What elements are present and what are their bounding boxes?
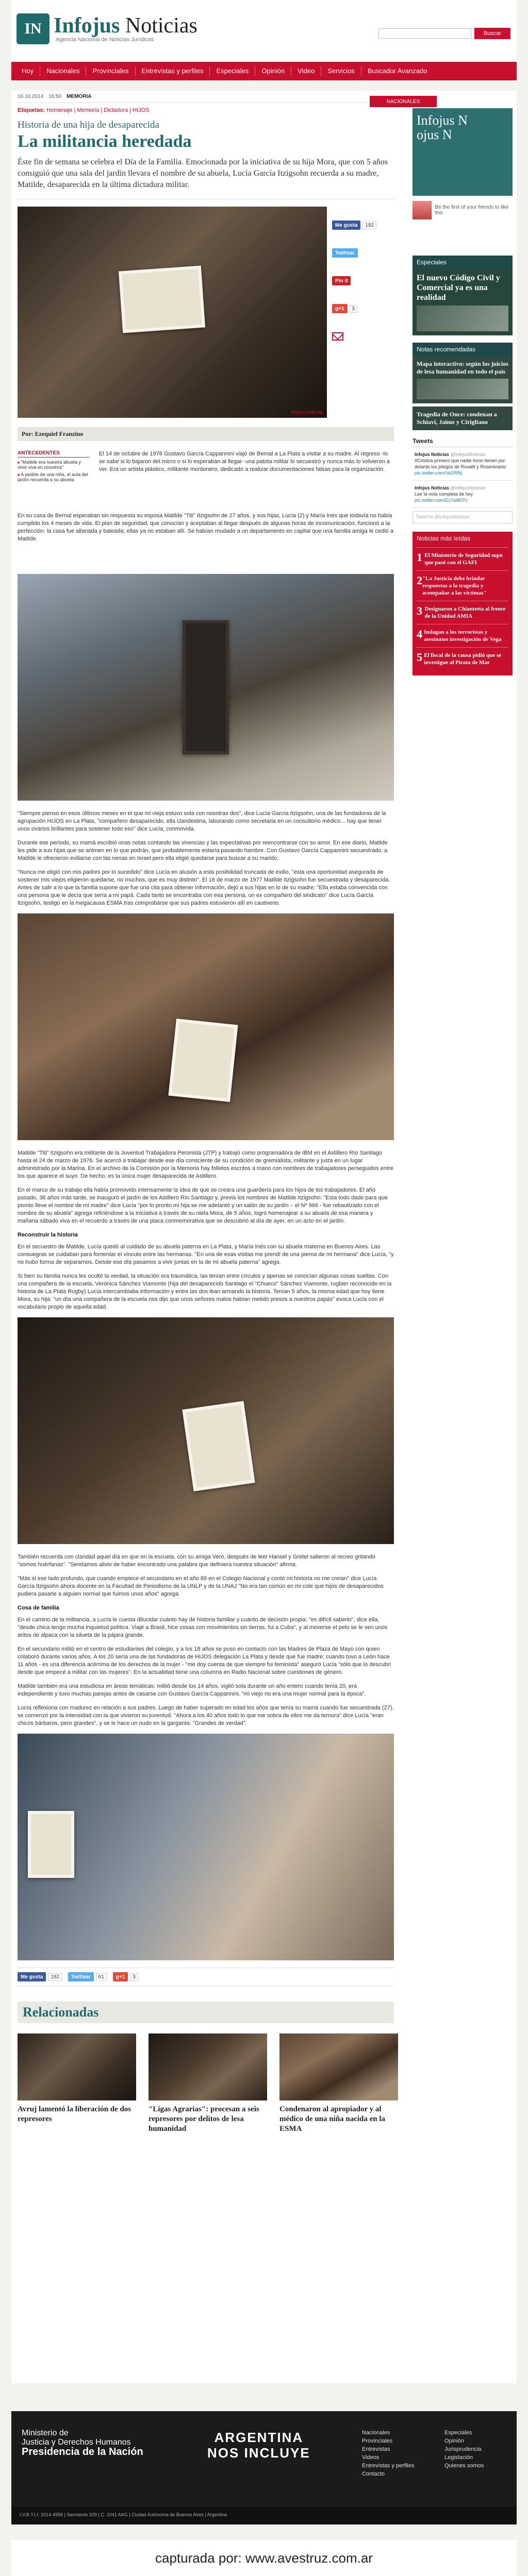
search-bar: [378, 28, 510, 39]
antecedentes-box: [18, 450, 90, 484]
most-read-number: 3: [417, 604, 422, 617]
article-lead: Éste fin de semana se celebra el Día de la Familia. Emocionada por la iniciativa de su hija Mora, que con 5 años consiguió que una sala del jardín llevara el nombre de su abuela, Lucía García Itzigsohn recuerda a su madre, Matilde, desaparecida en la última dictadura militar.: [18, 157, 394, 199]
logo-name-1: Infojus: [54, 14, 120, 38]
nota-image[interactable]: [417, 379, 508, 399]
antecedentes-title: ANTECEDENTES: [18, 450, 90, 457]
facebook-like-button[interactable]: Me gusta: [18, 1972, 46, 1981]
ministry-line-2: Justicia y Derechos Humanos: [22, 2438, 131, 2447]
footer-link[interactable]: Opinión: [444, 2438, 464, 2444]
sidebar-banner[interactable]: [412, 108, 513, 196]
related-headline[interactable]: Condenaron al apropiador y al médico de una niña nacida en la ESMA: [279, 2105, 386, 2133]
footer-legal: I.V.B.Y.I.I: 2014-4956 | Sarmiento 329 | C. 1041 AAG | Ciudad Autónoma de Buenos Aires | Argentina: [11, 2507, 517, 2524]
photo-figure: [183, 620, 229, 754]
nav-item-servicios[interactable]: Servicios: [327, 67, 355, 75]
tweet-link[interactable]: pic.twitter.com/Va1RRlj: [415, 470, 462, 476]
especiales-header: Especiales: [412, 256, 513, 269]
logo-mark: IN: [16, 13, 50, 44]
gplus-button[interactable]: g+1: [113, 1972, 128, 1981]
argentina-logo[interactable]: [207, 2430, 310, 2461]
nav-item-nacionales[interactable]: Nacionales: [46, 67, 80, 75]
notas-header: Notas recomendadas: [412, 343, 513, 356]
logo-name-2: Noticias: [125, 14, 197, 38]
related-image[interactable]: [18, 2033, 136, 2100]
most-read-number: 2: [417, 574, 422, 587]
footer-link[interactable]: Contacto: [362, 2471, 385, 2477]
subheading: Reconstruir la historia: [18, 1232, 78, 1238]
footer-link[interactable]: Jurisprudencia: [444, 2446, 482, 2452]
tweet-user[interactable]: Infojus Noticias: [415, 452, 450, 457]
nav-item-opinion[interactable]: Opinión: [261, 67, 285, 75]
photo-frame: [182, 1401, 255, 1491]
paragraph: En el secuestro de Matilde, Lucía quedó al cuidado de su abuela paterna en La Plata, y María Inés con su abuela materna en Buenos Aires. Las consuegras se cuidaban para fomentar el vínculo entre las hermanas. "En una de esas visitas me prendí de una pierna de mi hermana" dice Lucía, "y no hubo forma de separarnos. Desde ese día pasamos a vivir juntas en la de mi abuela paterna" agrega.: [18, 1244, 394, 1265]
photo-credit: Infojus Noticias: [291, 410, 323, 415]
tags-label: Etiquetas:: [18, 107, 45, 113]
tweet: [412, 481, 513, 508]
related-list: [18, 2033, 394, 2134]
paragraph: Lucía reflexiona con madurez en relación a sus padres. Luego de haber superado en edad los años que tenía su mamá cuando fue secuestrada (27), se comenzó por la intensidad con la que vivieron su juventud. "Ahora a los 40 años todo lo que me sobra de ellos me da ternura" dice Lucía "eran chicos bárbaros, pero grandes", y se le hace un nudo en la garganta: "Grandes de verdad".: [18, 1705, 394, 1726]
paragraph: En el secundario militó en el centro de estudiantes del colegio, y a los 18 años se puso en contacto con las Madres de Plaza de Mayo con quien colaboró durante varios años. A los 20 sería una de las fundadoras de HIJOS delegación La Plata y desde que fue madre: cuando tuvo a León hace 11 años - es una diferencia acérrima de los derechos de la mujer - "me doy cuenta de que siempre fui feminista" aseguró Lucía "sólo que lo descubrí desde que empecé a militar con las mujeres". En la actualidad tiene una columna en Radio Nacional sobre cuestiones de género.: [18, 1646, 391, 1675]
facebook-thumb[interactable]: [412, 201, 432, 219]
footer-link[interactable]: Videos: [362, 2454, 380, 2461]
most-read-headline[interactable]: Designaron a Chiantetta al frente de la Unidad AMIA: [424, 606, 506, 619]
most-read-header: Noticias más leídas: [412, 532, 513, 545]
argentina-line-2: NOS INCLUYE: [207, 2445, 310, 2461]
sidebar-brand-2: ojus N: [417, 127, 452, 142]
most-read-list: [412, 545, 513, 675]
paragraph: En el camino de la militancia, a Lucía le cuesta dilucidar cuánto hay de historia familiar y cuánto de decisión propia: "es difícil saberlo", dice ella, "desde chica tengo mucha inquietud política. Viajé a Brasil, hice cosas con movimientos sin tierras, fui a Cuba", y al moverse el pelo se le ven unos aritos de alpaca con la silueta de la pájara grande.: [18, 1617, 388, 1638]
photo-frame: [28, 1811, 74, 1878]
article-photo: [18, 1734, 394, 1960]
article-photo: [18, 913, 394, 1140]
most-read-headline[interactable]: Indagan a los terroristas y asesinatos investigación de Vega: [424, 629, 502, 642]
most-read-item[interactable]: [417, 624, 508, 647]
related-item[interactable]: [279, 2033, 398, 2134]
nav-item-video[interactable]: Video: [298, 67, 315, 75]
footer-link[interactable]: Especiales: [444, 2430, 472, 2436]
footer-links-1: [362, 2429, 414, 2478]
footer-link[interactable]: Provinciales: [362, 2438, 393, 2444]
byline: Por: Ezequiel Franzino: [18, 427, 394, 441]
tweet-text: Lee la nota completa de hoy: [415, 492, 473, 497]
most-read-number: 5: [417, 651, 422, 664]
tags-list[interactable]: Homenaje | Memoria | Dictadura | HIJOS: [46, 107, 150, 113]
nota-item[interactable]: [412, 356, 513, 403]
twitter-count: 61: [96, 1973, 107, 1981]
bottom-share-bar: [18, 1968, 394, 1986]
paragraph: En el marco de su trabajo ella había promovido intensamente la idea de que se creara una guardería para los hijos de los trabajadores. El año pasado, 38 años más tarde, se inauguró el jardín de los Astillero Río Santiago y, previa los nombres de Matilde Itzigsohn: "Esta todo dado para que pronto lleve el nombre de mi madre" dice Lucía "por lo pronto mi hija se me adelantó y un salón de su jardín – el Nº 966 - fue rebautizado con el nombre de su abuela" agrega refiriéndose a la iniciativa a través de su nieta Mora, de 5 años, logró homenajear a su abuela de esa manera y mañana sábado viva en el recuerdo a través de una placa conmemorativa que se descubrió al día de ayer, en un acto en el jardín.: [18, 1187, 388, 1224]
paragraph: Matilde "Titi" Itzigsohn era militante de la Juventud Trabajadora Peronista (JTP) y trabajó como programadora de IBM en el Astillero Río Santiago hasta el 24 de marzo de 1976. Se acercó a trabajar desde ese día consciente de su condición de gremialista, militante y justa en un lugar administrado por la Marina. En el archivo de la Comisión por la Memoria hay folletos escritos a mano con nombres de trabajadores perseguidos entre los que aparece el suyo. De hecho, es la única mujer desaparecida de Astillero.: [18, 1150, 393, 1179]
footer-link[interactable]: Entrevistas: [362, 2446, 390, 2452]
page-title: La militancia heredada: [18, 132, 192, 151]
related-item[interactable]: [148, 2033, 267, 2134]
most-read-item[interactable]: [417, 547, 508, 570]
argentina-line-1: ARGENTINA: [214, 2430, 304, 2445]
photo-frame: [168, 1019, 238, 1102]
ministry-line-1: Ministerio de: [22, 2429, 69, 2437]
footer-link[interactable]: Nacionales: [362, 2430, 390, 2436]
antecedentes-link[interactable]: ■ "Matilde era nuestra abuela y vivió viva en nosotros": [18, 460, 90, 470]
gplus-count: 3: [350, 305, 358, 313]
antecedentes-link[interactable]: ■ A pedido de una niña, el aula del jardín recuerda a su abuela: [18, 472, 90, 482]
nota-item[interactable]: [412, 406, 513, 430]
paragraph: Si bien su familia nunca les ocultó la verdad, la situación era traumática, las tenían entre círculos y apenas se conocían algunas cosas sueltas. Con una compañera de la escuela, Verónica Sánchez Viamonte (hija del desaparecido Santiago el "Chueco" Sánchez Viamonte, rugbier reconocido en la historia de La Plata Rugby) Lucía intercambiaba información y entre las dos iban armando la historia. Tenían 5 años, la misma edad que hoy tiene Mora, su hija: "un día una compañera de la escuela nos dijo que unos señores malos habían metido presos a nuestros papás" evoca Lucía con el vocabulario propio de aquella edad.: [18, 1273, 392, 1310]
site-footer: [11, 2411, 517, 2524]
twitter-button[interactable]: Twittear: [332, 248, 358, 258]
especial-item[interactable]: [412, 269, 513, 335]
footer-link[interactable]: Legislación: [444, 2454, 473, 2461]
related-item[interactable]: [18, 2033, 136, 2134]
tweet-handle[interactable]: @InfojusNoticias: [450, 485, 486, 490]
especial-headline[interactable]: El nuevo Código Civil y Comercial ya es una realidad: [417, 274, 500, 302]
logo-subtitle: Agencia Nacional de Noticias Jurídicas: [56, 37, 154, 43]
tweet: [412, 447, 513, 481]
paragraph: "Siempre pienso en esos últimos meses en el que mi vieja estuvo sola con nosotras dos", dice Lucía García Itzigsohn, una de las fundadoras de la agrupación HIJOS en La Plata, "compañero desaparecido, ella clandestina, laburando como secretaria en un consultorio médico... hay que tener unos ovarios brillantes para sostener todo eso" dice Lucía, conmovida.: [18, 810, 386, 832]
article-date: 16.10.2014: [18, 94, 44, 99]
paragraph: El 14 de octubre de 1976 Gustavo García Cappannini viajó de Bernal a La Plata a visitar a su madre. Al regreso -lo se sabe si lo bajaron del micro o si lo esperaban al llegar- una patota militar lo secuestró y nunca más lo volvieron a ver. Era un artista plástico, militante montonero, dedicado a realizar documentaciones falsas para la organización.: [99, 451, 390, 472]
share-column: [332, 220, 394, 359]
facebook-count: 192: [48, 1973, 62, 1981]
most-read-number: 1: [417, 551, 422, 564]
footer-link[interactable]: Quienes somos: [444, 2463, 484, 2469]
most-read-headline[interactable]: "La Justicia debe brindar respuestas a la tragedia y acompañar a las víctimas": [422, 575, 487, 596]
nota-headline[interactable]: Tragedia de Once: condenan a Schiavi, Jaime y Cirigliano: [417, 411, 497, 426]
site-logo[interactable]: [16, 13, 197, 44]
email-icon[interactable]: [332, 332, 343, 341]
facebook-like-text: Be the first of your friends to like this: [435, 205, 509, 216]
nota-headline[interactable]: Mapa interactivo: según los juicios de lesa humanidad en todo el país: [417, 360, 508, 375]
related-image[interactable]: [148, 2033, 267, 2100]
most-read-headline[interactable]: El fiscal de la causa pidió que se investigue al Pirata de Mar: [424, 652, 502, 666]
main-photo: [18, 207, 327, 418]
facebook-like-box: [412, 201, 513, 219]
especial-image[interactable]: [417, 306, 508, 331]
article-section: MEMORIA: [67, 94, 92, 99]
paragraph: "Nunca me eligió con mis padres por lo sucedido" dice Lucía en alusión a esta posibilidad truncada de exilio, "esta una oportunidad asegurada de sostener mis viejos eligieron quedarse, no muchos, que es muy distinto". El 16 de marzo de 1977 Matilde Itzigsohn fue secuestrada y desaparecida. Antes de salir a lo que la familia supone que fue una cita para obtener información, dejó a sus hijas en lo de su madre: "Ella estaba convencida con una persona que le decía que sería a mi papá. Cada tanto se encontraba con esa persona, un ex compañero del sindicato" dice Lucía García Itzigsohn, testigo en la megacausa ESMA tras comprobarse que sus padres estuvieron allí en cautiverio.: [18, 869, 390, 906]
tweet-user[interactable]: Infojus Noticias: [415, 485, 450, 490]
paragraph: En su casa de Bernal esperaban sin respuesta su esposa Matilde "Titi" Itzigsohn de 27 años, y sus hijas, Lucía (2) y María Inés que todavía no había cumplido los 4 meses de vida. El plan de seguridad, que conocían y aceptaban al llegar después de algunas horas de incomunicación, funcionó a la perfección: la casa fue allanada y baleada; ellas ya no estaban allí. Se habían mudado a un departamento en capital que una familia amiga le cedió a Matilde.: [18, 513, 393, 542]
nav-item-entrevistas[interactable]: Entrevistas y perfiles: [141, 67, 204, 75]
nav-item-hoy[interactable]: Hoy: [22, 67, 34, 75]
section-badge[interactable]: NACIONALES: [370, 96, 437, 107]
related-headline[interactable]: "Ligas Agrarias": procesan a seis represores por delitos de lesa humanidad: [148, 2105, 259, 2133]
photo-frame: [119, 266, 205, 333]
dateline: [18, 91, 394, 103]
tweet-input[interactable]: Tweet to @InfojusNoticias: [412, 511, 513, 523]
paragraph: "Más si ese lado profundo, que cuando empiece el secundario en el año 89 en el Colegio Nacional y contó mi historia no me creían" dice Lucía García Itzigsohn ahora docente en la Facultad de Periodismo de la UNLP y de la UNAJ "No era tan común en mi cole que hijos de desaparecidos pudiera pasarle a alguien normal que fuimos unos años" agrega.: [18, 1575, 384, 1597]
ministry-logo[interactable]: [22, 2429, 143, 2458]
article-photo: [18, 1317, 394, 1544]
tweet-text: #Cristina primero que nadie tomo tienen por delante los pliegos de Rosatti y Rosenkrantz: [415, 458, 506, 469]
article: [18, 91, 394, 2134]
pinterest-button[interactable]: Pin it: [332, 276, 351, 285]
most-read-item[interactable]: [417, 647, 508, 670]
footer-link[interactable]: Entrevistas y perfiles: [362, 2463, 415, 2469]
twitter-button[interactable]: Twittear: [68, 1972, 94, 1981]
article-time: 16:50: [48, 94, 62, 99]
search-button[interactable]: Buscar: [474, 28, 510, 39]
most-read-number: 4: [417, 628, 422, 640]
paragraph: También recuerda con claridad aquel día en que en la escuela, con su amiga Vero, después de leer Hansel y Gretel salieron al recreo gritando "somos huérfanas". "Sentíamos alivio de haber encontrado una palabra que definiera nuestra situación" afirma.: [18, 1554, 376, 1568]
related-headline[interactable]: Avruj lamentó la liberación de dos represores: [18, 2105, 131, 2123]
tweets-header: Tweets: [412, 437, 513, 447]
page-content: [11, 91, 517, 2383]
subheading: Cosa de familia: [18, 1605, 59, 1611]
site-header: [11, 0, 517, 62]
main-nav: [11, 62, 517, 80]
sidebar-brand-1: Infojus N: [417, 113, 468, 128]
ministry-line-3: Presidencia de la Nación: [22, 2446, 143, 2458]
related-image[interactable]: [279, 2033, 398, 2100]
footer-links-2: [444, 2429, 484, 2470]
gplus-button[interactable]: g+1: [332, 304, 348, 313]
most-read-headline[interactable]: El Ministerio de Seguridad supo que pasó con el GAFI: [424, 552, 503, 566]
paragraph: Matilde también era una estudiosa en áreas temáticas: militó desde los 14 años, vigiló sola durante un año entero cuando tenía 20, era independiente y tuvo muchas parejas antes de casarse con Gustavo García Cappannini. "mi viejo no era una mujer normal para la época".: [18, 1683, 366, 1697]
capture-credit: capturada por: www.avestruz.com.ar: [11, 2540, 517, 2576]
nav-item-especiales[interactable]: Especiales: [216, 67, 249, 75]
most-read-item[interactable]: [417, 570, 508, 601]
sidebar: [412, 108, 513, 675]
nav-item-provinciales[interactable]: Provinciales: [92, 67, 129, 75]
most-read-item[interactable]: [417, 601, 508, 624]
paragraph: Durante ese período, su mamá escribió unas notas contando las vivencias y las expectativas por reencontrarse con su amor. En ese diario, Matilde les pide a sus hijas que se animen en lo que podrán, que probablemente estaría pasando hambre. Con Gustavo García Cappannini secuestrado, a Matilde le ofrecieron exiliarse con las nenas en Israel pero ella eligió quedarse para buscar a su marido.: [18, 840, 388, 861]
tweet-link[interactable]: pic.twitter.com/Ez7w8EPz: [415, 498, 468, 503]
related-title: Relacionadas: [18, 2002, 394, 2023]
article-photo: [18, 574, 394, 801]
tags: [18, 107, 394, 113]
nav-item-buscador[interactable]: Buscador Avanzado: [367, 67, 427, 75]
search-input[interactable]: [378, 28, 471, 39]
facebook-count: 192: [362, 222, 376, 229]
gplus-count: 3: [130, 1973, 138, 1981]
facebook-like-button[interactable]: Me gusta: [332, 221, 360, 230]
article-kicker: Historia de una hija de desaparecida: [18, 120, 159, 130]
tweet-handle[interactable]: @InfojusNoticias: [450, 452, 486, 457]
